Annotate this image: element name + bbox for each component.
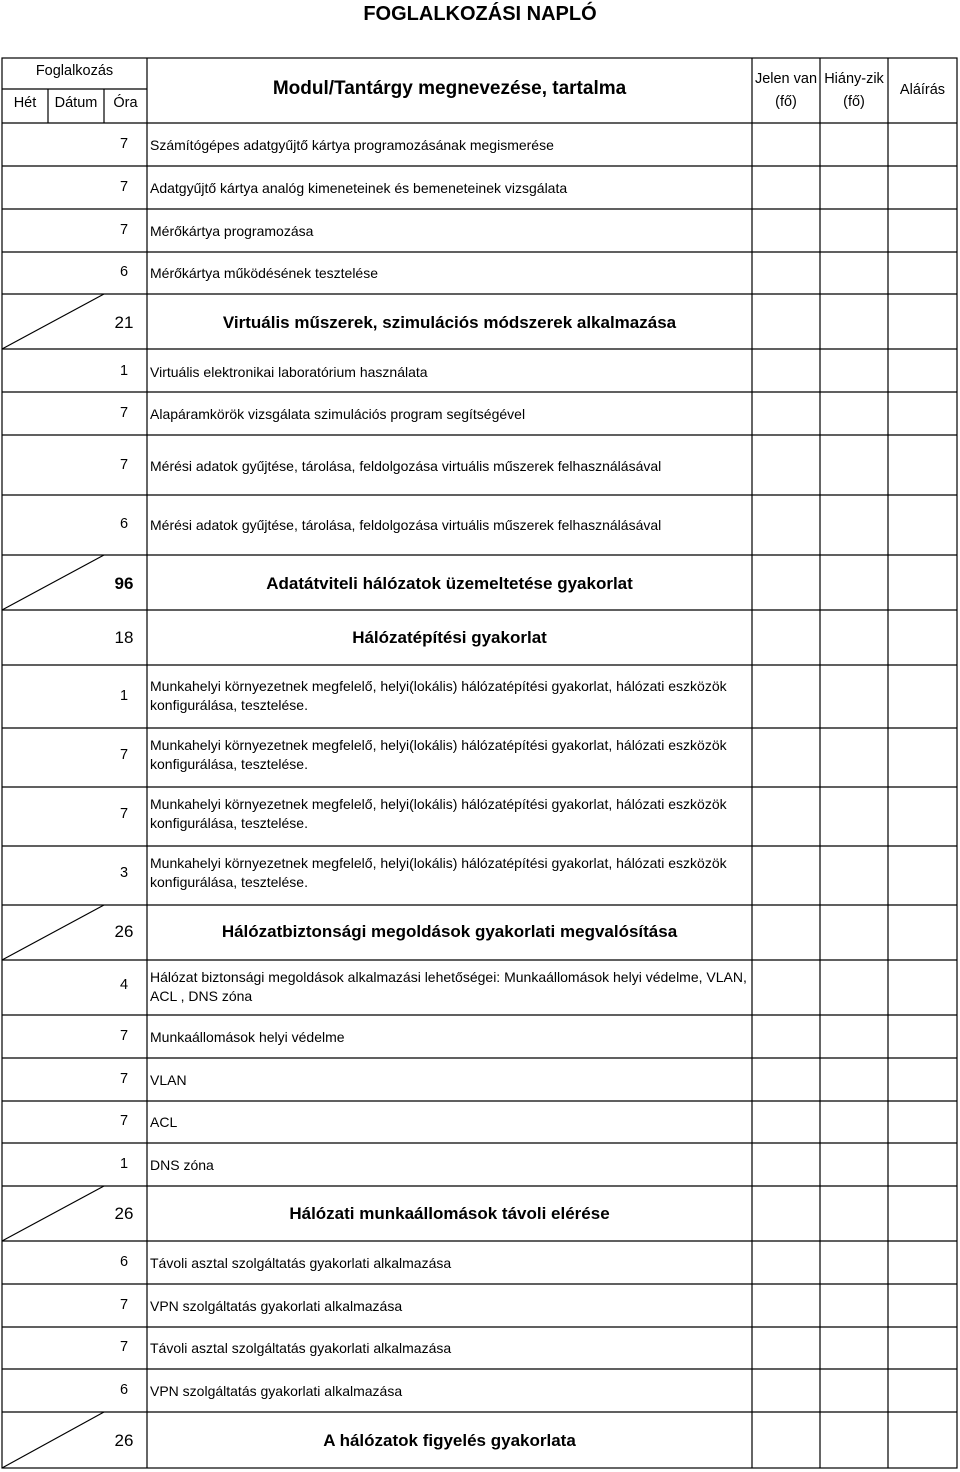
section-title: Hálózatépítési gyakorlat <box>352 628 547 647</box>
row-text: DNS zóna <box>150 1157 214 1173</box>
header-foglalkozas: Foglalkozás <box>35 63 114 79</box>
section-ora: 21 <box>114 313 134 332</box>
row-text: Mérési adatok gyűjtése, tárolása, feldolgozása virtuális műszerek felhasználásával <box>150 517 662 533</box>
row-text: Virtuális elektronikai laboratórium használata <box>150 364 428 380</box>
row-text: ACL <box>150 1114 178 1130</box>
row-text: Alapáramkörök vizsgálata szimulációs program segítségével <box>150 406 526 422</box>
section-title: Virtuális műszerek, szimulációs módszerek alkalmazása <box>222 313 677 332</box>
row-text: VPN szolgáltatás gyakorlati alkalmazása <box>150 1383 403 1399</box>
row-text: Távoli asztal szolgáltatás gyakorlati alkalmazása <box>150 1255 452 1271</box>
row-ora: 7 <box>119 222 129 238</box>
row-text: VPN szolgáltatás gyakorlati alkalmazása <box>150 1298 403 1314</box>
section-title: Hálózati munkaállomások távoli elérése <box>289 1204 610 1223</box>
row-text: Számítógépes adatgyűjtő kártya programozásának megismerése <box>150 137 554 153</box>
row-ora: 7 <box>119 457 129 473</box>
row-text: Mérőkártya működésének tesztelése <box>150 265 378 281</box>
row-text: Munkahelyi környezetnek megfelelő, helyi(lokális) hálózatépítési gyakorlat, hálózati eszközök konfigurálása, tesztelése. <box>150 737 727 772</box>
row-ora: 4 <box>119 977 129 993</box>
header-datum: Dátum <box>54 95 98 111</box>
row-text: Adatgyűjtő kártya analóg kimeneteinek és bemeneteinek vizsgálata <box>150 180 568 196</box>
section-ora: 96 <box>114 574 134 593</box>
header-alairas: Aláírás <box>899 82 946 98</box>
row-ora: 7 <box>119 806 129 822</box>
row-text: Munkahelyi környezetnek megfelelő, helyi(lokális) hálózatépítési gyakorlat, hálózati eszközök konfigurálása, tesztelése. <box>150 678 727 713</box>
row-ora: 3 <box>119 865 129 881</box>
row-ora: 1 <box>119 363 129 379</box>
section-ora: 26 <box>114 1431 134 1450</box>
section-ora: 26 <box>114 1204 134 1223</box>
row-ora: 6 <box>119 264 129 280</box>
section-title: Hálózatbiztonsági megoldások gyakorlati megvalósítása <box>221 922 678 941</box>
page-title: FOGLALKOZÁSI NAPLÓ <box>363 3 597 25</box>
row-ora: 1 <box>119 688 129 704</box>
row-ora: 7 <box>119 1071 129 1087</box>
header-hianyzik-unit: (fő) <box>843 94 865 110</box>
row-ora: 7 <box>119 405 129 421</box>
row-ora: 7 <box>119 179 129 195</box>
row-ora: 1 <box>119 1156 129 1172</box>
row-text: Mérőkártya programozása <box>150 223 314 239</box>
row-ora: 7 <box>119 136 129 152</box>
section-title: Adatátviteli hálózatok üzemeltetése gyakorlat <box>266 574 633 593</box>
row-text: VLAN <box>150 1072 187 1088</box>
row-text: Távoli asztal szolgáltatás gyakorlati alkalmazása <box>150 1340 452 1356</box>
header-modul: Modul/Tantárgy megnevezése, tartalma <box>272 78 627 99</box>
row-ora: 7 <box>119 1297 129 1313</box>
row-ora: 7 <box>119 747 129 763</box>
header-het: Hét <box>13 95 37 111</box>
row-text: Munkahelyi környezetnek megfelelő, helyi(lokális) hálózatépítési gyakorlat, hálózati eszközök konfigurálása, tesztelése. <box>150 855 727 890</box>
row-ora: 6 <box>119 516 129 532</box>
section-title: A hálózatok figyelés gyakorlata <box>323 1431 576 1450</box>
row-text: Mérési adatok gyűjtése, tárolása, feldolgozása virtuális műszerek felhasználásával <box>150 458 662 474</box>
row-text: Munkaállomások helyi védelme <box>150 1029 345 1045</box>
header-hianyzik: Hiány-zik <box>824 71 884 87</box>
header-ora: Óra <box>113 95 138 111</box>
section-ora: 18 <box>114 628 134 647</box>
row-ora: 7 <box>119 1113 129 1129</box>
header-jelen-van: Jelen van <box>754 71 818 87</box>
row-ora: 6 <box>119 1382 129 1398</box>
header-jelen-van-unit: (fő) <box>775 94 797 110</box>
row-text: Munkahelyi környezetnek megfelelő, helyi(lokális) hálózatépítési gyakorlat, hálózati eszközök konfigurálása, tesztelése. <box>150 796 727 831</box>
row-ora: 6 <box>119 1254 129 1270</box>
row-ora: 7 <box>119 1339 129 1355</box>
row-ora: 7 <box>119 1028 129 1044</box>
row-text: Hálózat biztonsági megoldások alkalmazási lehetőségei: Munkaállomások helyi védelme, VLAN, ACL , DNS zóna <box>150 969 747 1004</box>
section-ora: 26 <box>114 922 134 941</box>
